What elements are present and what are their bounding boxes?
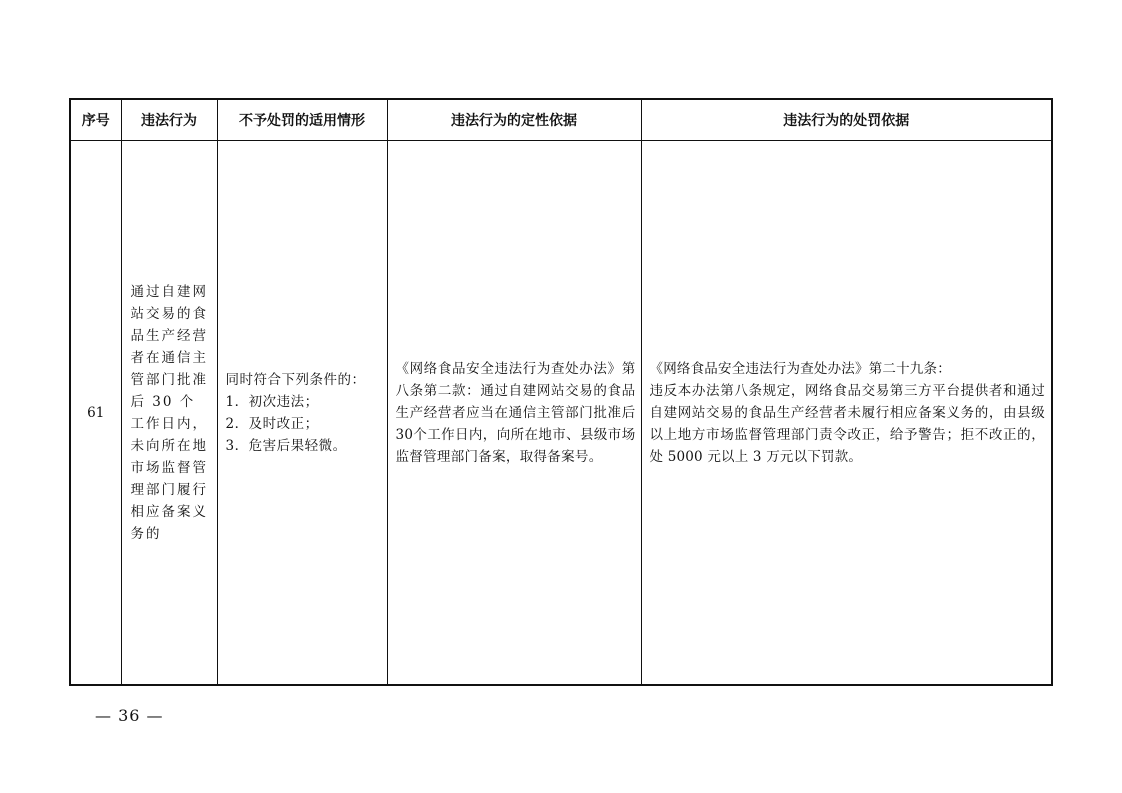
exemption-item: 1．初次违法； — [225, 393, 319, 410]
table-row — [70, 141, 1052, 686]
exemption-item: 3．危害后果轻微。 — [225, 437, 347, 454]
table-header-row — [70, 99, 1052, 141]
header-exemption: 不予处罚的适用情形 — [217, 99, 387, 141]
penalty-text: 违反本办法第八条规定，网络食品交易第三方平台提供者和通过自建网站交易的食品生产经营者未履行相应备案义务的，由县级以上地方市场监督管理部门责令改正，给予警告；拒不改正的，处 5000 元以上 3 万元以下罚款。 — [649, 382, 1045, 465]
page-number: — 36 — — [95, 706, 164, 725]
header-violation: 违法行为 — [121, 99, 217, 141]
exemption-item: 2．及时改正； — [225, 415, 319, 432]
qualification-basis — [387, 141, 641, 686]
regulation-table — [69, 98, 1053, 686]
header-qualification-basis: 违法行为的定性依据 — [387, 99, 641, 141]
basis-text: 通过自建网站交易的食品生产经营者应当在通信主管部门批准后30个工作日内，向所在地市、县级市场监督管理部门备案，取得备案号。 — [395, 382, 636, 465]
row-seq-number: 61 — [70, 141, 121, 686]
header-seq: 序号 — [70, 99, 121, 141]
violation-description: 通过自建网站交易的食品生产经营者在通信主管部门批准后 30 个工作日内，未向所在地市场监督管理部门履行相应备案义务的 — [121, 141, 217, 686]
penalty-source: 《网络食品安全违法行为查处办法》第二十九条： — [649, 360, 951, 377]
penalty-basis — [641, 141, 1052, 686]
exemption-conditions — [217, 141, 387, 686]
exemption-intro: 同时符合下列条件的： — [225, 371, 366, 388]
basis-source: 《网络食品安全违法行为查处办法》第八条第二款： — [395, 360, 636, 399]
header-penalty-basis: 违法行为的处罚依据 — [641, 99, 1052, 141]
